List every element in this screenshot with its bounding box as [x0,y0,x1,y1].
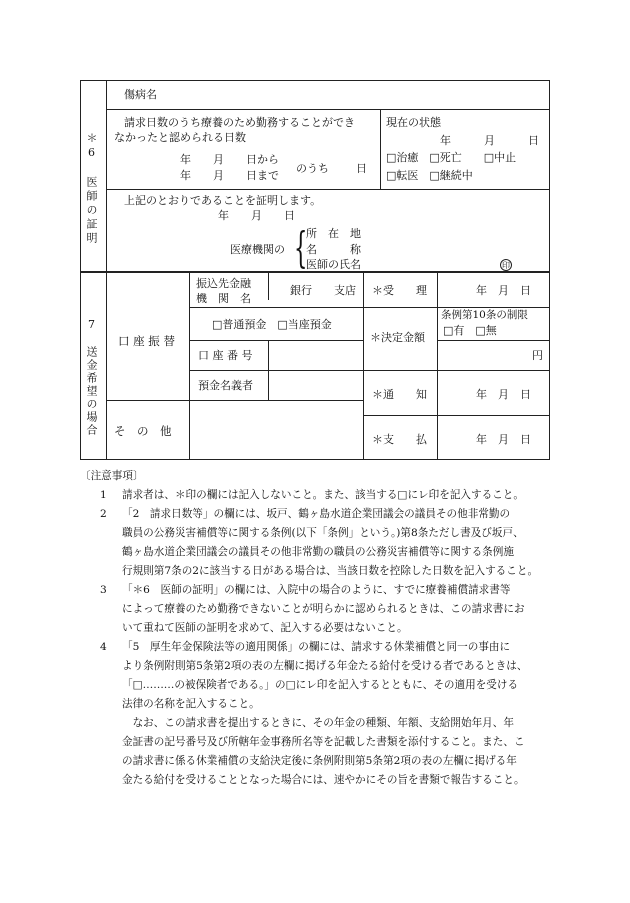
note-line: によって療養のため勤務できないことが明らかに認められるときは、この請求書にお [122,603,525,615]
seal-icon: 印 [502,260,510,270]
receipt-label: ＊受 理 [372,284,427,297]
institution-label: 医療機関の [230,243,285,256]
note-line: いて重ねて医師の証明を求めて、記入する必要はないこと。 [122,622,408,634]
receipt-date: 年 月 日 [476,284,531,297]
note-item [86,638,566,714]
disease-name-label: 傷病名 [124,88,157,101]
notice-date: 年 月 日 [476,388,531,401]
divider [268,272,269,300]
note-item [86,505,566,581]
note-line: 「2 請求日数等」の欄には、坂戸、鶴ヶ島水道企業団議会の議員その他非常勤の [122,508,511,520]
period-from: 年 月 日から [180,153,279,166]
status-date: 年 月 日 [440,134,539,147]
divider [189,272,190,460]
notice-label: ＊通 知 [372,388,427,401]
account-holder-label: 預金名義者 [198,379,253,392]
note-line: 職員の公務災害補償等に関する条例(以下「条例」という。)第8条ただし書及び坂戸、 [122,527,524,539]
divider [363,370,550,371]
note-line: より条例附則第5条第2項の表の左欄に掲げる年金たる給付を受ける者であるときは、 [122,660,528,672]
note-number: 4 [100,641,107,653]
divider [363,307,550,308]
divider [380,109,381,189]
divider [106,189,550,190]
payment-date: 年 月 日 [476,433,531,446]
note-number: 1 [100,489,107,501]
section7-label-divider [106,272,107,460]
note-line: 請求者は、＊印の欄には記入しないこと。また、該当する□にレ印を記入すること。 [122,489,524,501]
current-status-label: 現在の状態 [386,116,441,129]
divider [106,109,550,110]
note-line: 法律の名称を記入すること。 [122,698,260,710]
section6-label: ＊6 医師の証明 [85,132,98,246]
bank-branch-field[interactable]: 銀行 支店 [290,284,356,297]
payment-label: ＊支 払 [372,433,427,446]
day-unit: 日 [356,162,367,175]
doctor-name-label: 医師の氏名 [306,258,361,271]
certify-date: 年 月 日 [218,209,295,222]
note-item [86,714,566,790]
decided-amount-label: ＊決定金額 [370,331,425,344]
note-line: 「＊6 医師の証明」の欄には、入院中の場合のように、すでに療養補償請求書等 [122,584,511,596]
divider [437,272,438,460]
notes-list [86,486,566,790]
status-options-row2[interactable]: □転医 □継続中 [386,169,473,182]
divider [437,340,550,341]
limit-label: 条例第10条の制限 [441,309,528,321]
period-to: 年 月 日まで [180,169,279,182]
note-number: 3 [100,584,107,596]
bank-label-line2: 機 関 名 [196,292,251,305]
address-label: 所 在 地 [306,227,361,240]
note-item [86,486,566,505]
note-line: なお、この請求書を提出するときに、その年金の種類、年額、支給開始年月、年 [122,717,514,729]
bank-label-line1: 振込先金融 [196,277,251,290]
note-number: 2 [100,508,107,520]
status-options-row1[interactable]: □治癒 □死亡 □中止 [386,151,517,164]
divider [363,272,364,460]
brace-icon: { [294,223,308,272]
days-label-line1: 請求日数のうち療養のため勤務することができ [124,116,355,129]
note-line: 「5 厚生年金保険法等の適用関係」の欄には、請求する休業補償と同一の事由に [122,641,511,653]
note-line: の請求書に係る休業補償の支給決定後に条例附則第5条第2項の表の左欄に掲げる年 [122,755,517,767]
name-label: 名 称 [306,243,361,256]
note-item [86,581,566,638]
notes-heading: 〔注意事項〕 [80,470,144,482]
note-line: 鶴ヶ島水道企業団議会の議員その他非常勤の職員の公務災害補償等に関する条例施 [122,546,514,558]
note-line: 行規則第7条の2に該当する日がある場合は、当該日数を控除した日数を記入すること。 [122,565,539,577]
divider [189,307,363,308]
yen-unit: 円 [532,349,543,362]
account-transfer-label: 口 座 振 替 [118,334,175,348]
deposit-type-options[interactable]: □普通預金 □当座預金 [212,318,332,331]
note-line: 「□………の被保険者である。」の□にレ印を記入するとともに、その適用を受ける [122,679,519,691]
divider [106,400,363,401]
note-line: 金証書の記号番号及び所轄年金事務所名等を記載した書類を添付すること。また、こ [122,736,525,748]
days-label-line2: なかったと認められる日数 [114,131,246,144]
divider [363,415,550,416]
divider [189,340,363,341]
certify-text: 上記のとおりであることを証明します。 [124,194,322,207]
divider [189,370,363,371]
of-which-label: のうち [296,162,329,175]
section7-label: 7 送金希望の場合 [85,318,98,437]
account-number-label: 口 座 番 号 [198,349,253,362]
other-label: そ の 他 [114,424,172,438]
limit-options[interactable]: □有 □無 [443,324,497,337]
note-line: 金たる給付を受けることとなった場合には、速やかにその旨を書類で報告すること。 [122,774,525,786]
